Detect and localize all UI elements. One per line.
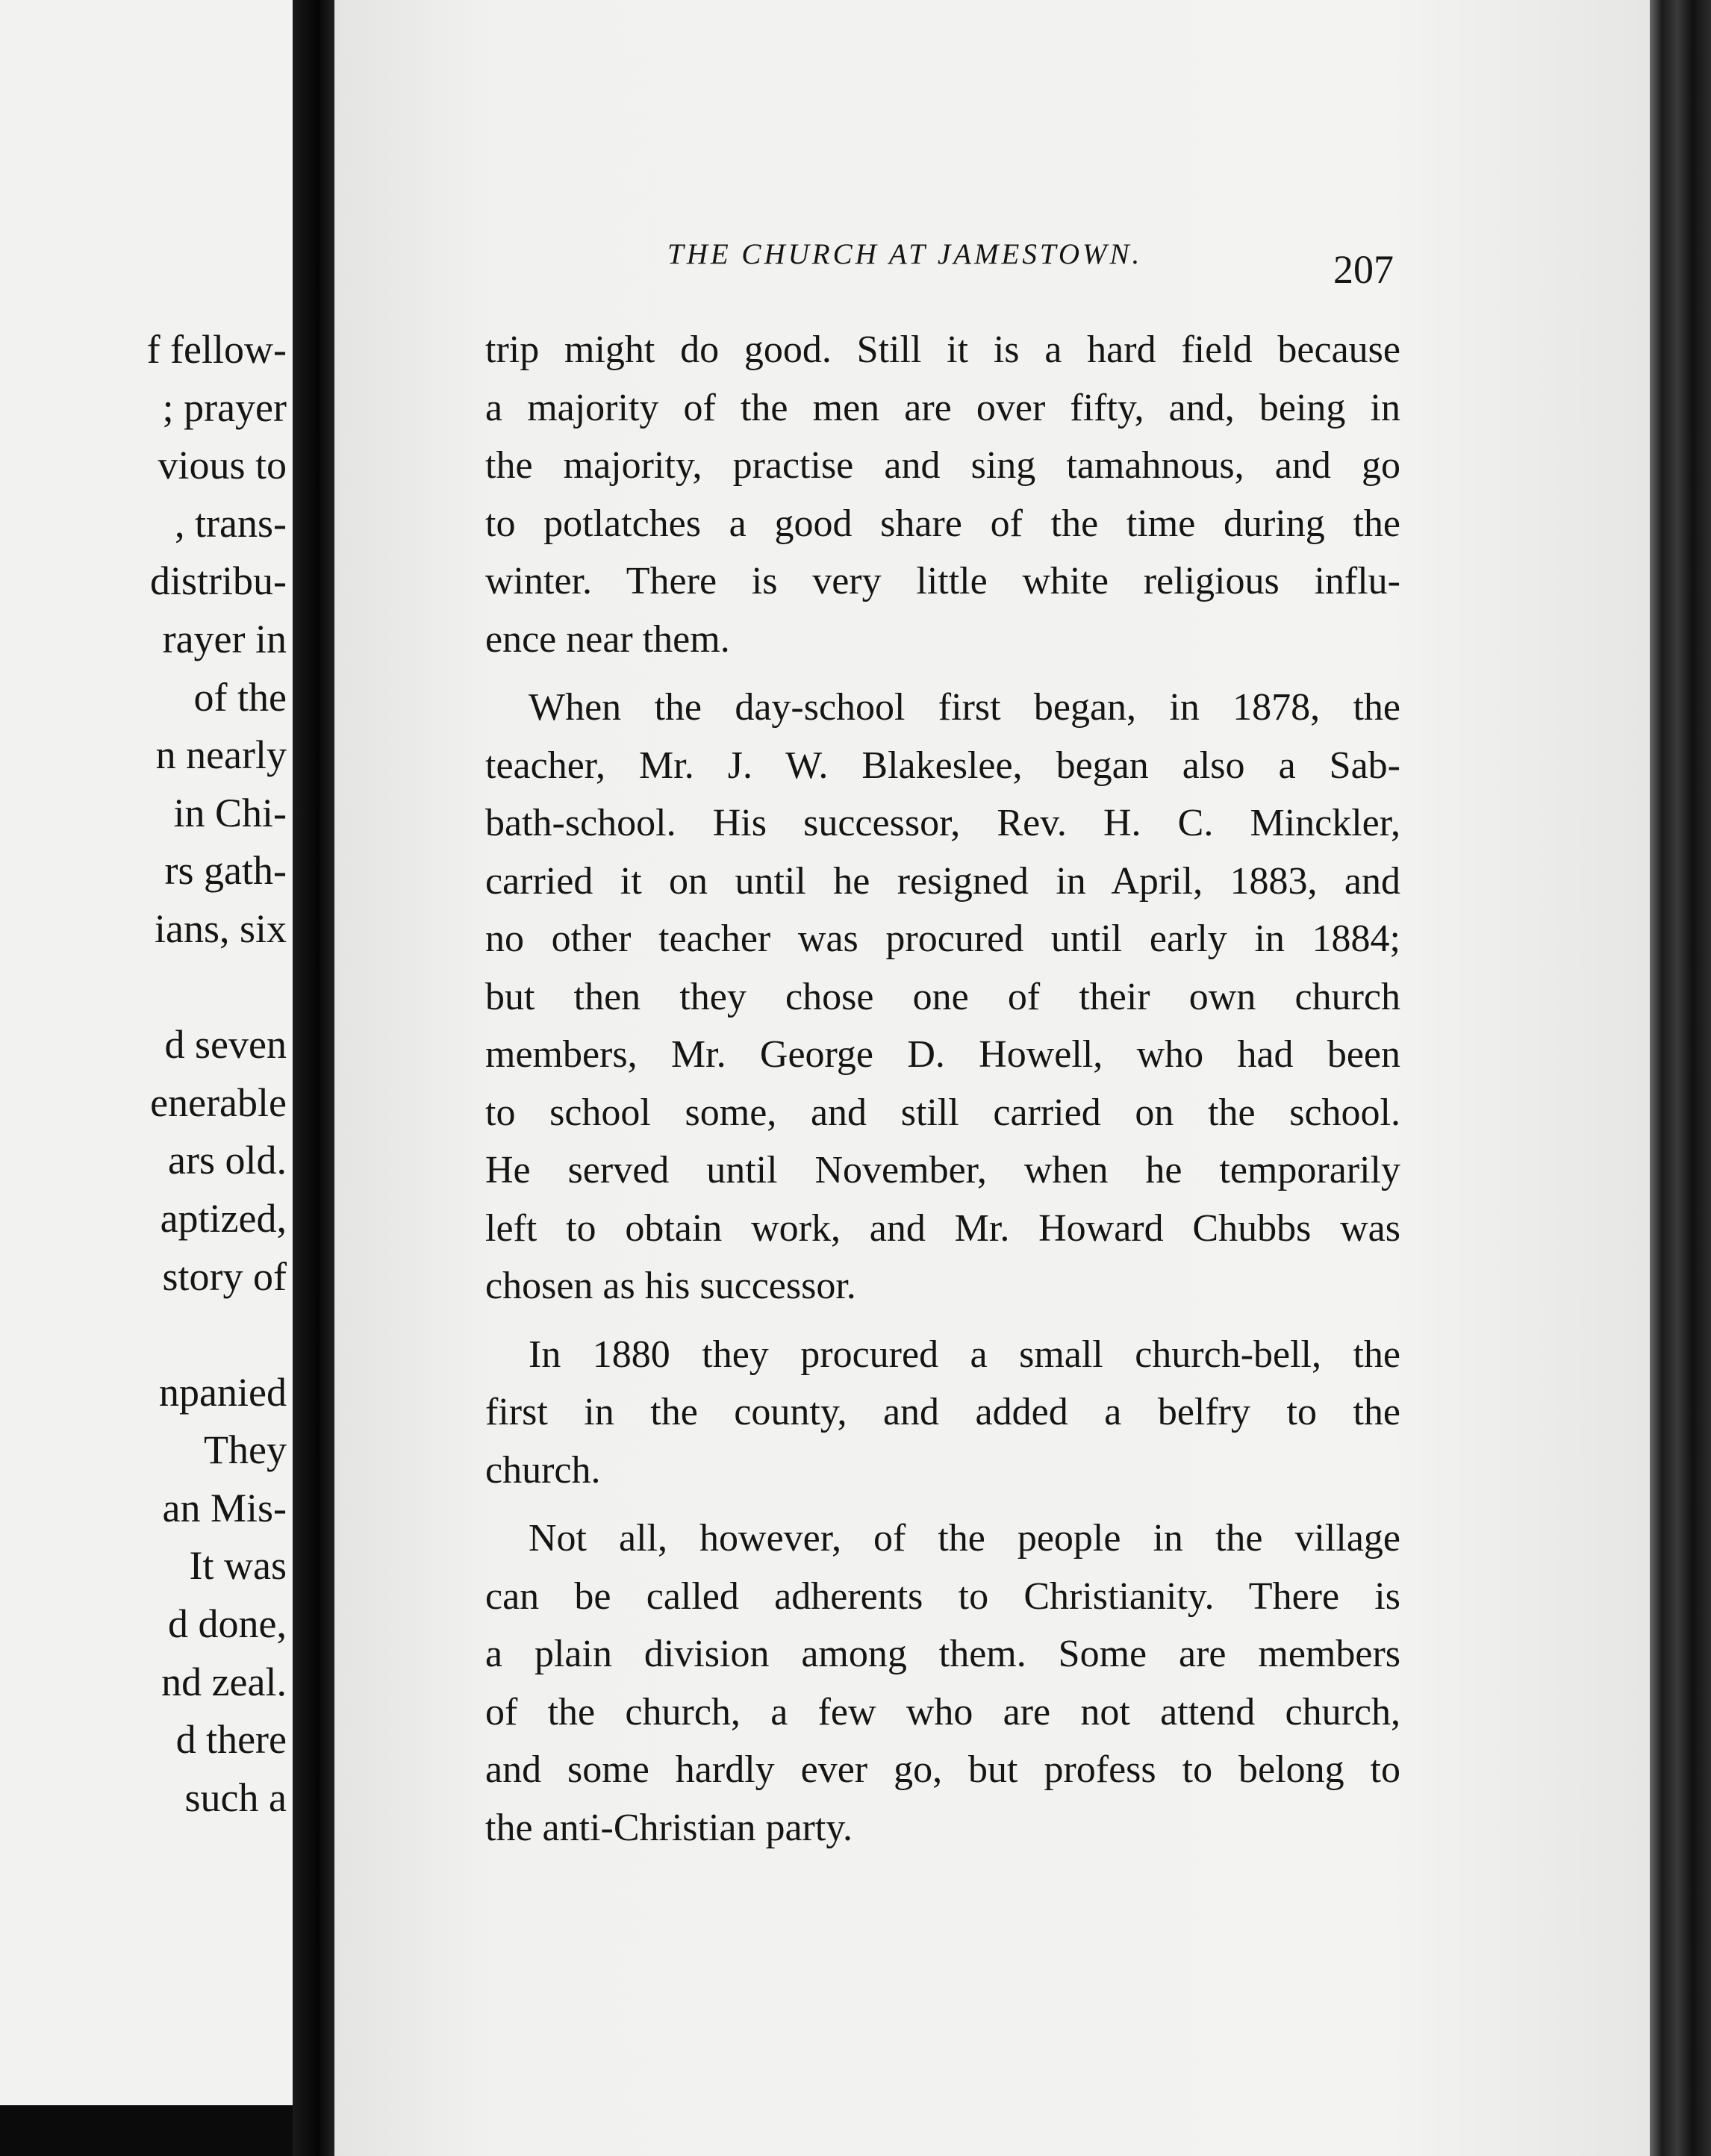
facing-page-line: d there xyxy=(175,1717,287,1763)
text-line: carried it on until he resigned in April, 1883, and xyxy=(485,859,1400,903)
text-line: teacher, Mr. J. W. Blakeslee, began also a Sab- xyxy=(485,744,1400,787)
facing-page-line: of the xyxy=(193,674,287,720)
facing-page-line: It was xyxy=(189,1543,287,1589)
paragraph xyxy=(485,1509,1400,1857)
text-line: a majority of the men are over fifty, and, being in xyxy=(485,386,1400,429)
page-number: 207 xyxy=(1333,247,1394,292)
facing-page-text xyxy=(3,321,287,1827)
book-gutter xyxy=(293,0,334,2156)
paragraph xyxy=(485,321,1400,668)
facing-page-line: in Chi- xyxy=(173,790,287,835)
facing-page-line: rayer in xyxy=(162,616,287,661)
text-line: He served until November, when he temporarily xyxy=(485,1149,1400,1191)
facing-page-line: nd zeal. xyxy=(161,1659,287,1704)
text-line: no other teacher was procured until early in 1884; xyxy=(485,917,1400,960)
text-line: the anti-Christian party. xyxy=(485,1806,853,1849)
running-head: THE CHURCH AT JAMESTOWN. xyxy=(667,238,1143,270)
facing-page-line: npanied xyxy=(159,1369,287,1415)
facing-page-line: ians, six xyxy=(154,906,287,951)
facing-page-line: distribu- xyxy=(150,558,287,604)
body-text xyxy=(485,321,1400,1867)
text-line: but then they chose one of their own church xyxy=(485,975,1400,1018)
facing-page-line: d seven xyxy=(164,1022,287,1068)
facing-page-line: They xyxy=(204,1427,287,1473)
text-line: ence near them. xyxy=(485,617,730,661)
text-line: church. xyxy=(485,1448,601,1492)
facing-page-line: d done, xyxy=(168,1601,287,1647)
text-line: the majority, practise and sing tamahnous, and go xyxy=(485,444,1400,487)
page-edge xyxy=(1650,0,1711,2156)
facing-page-line: , trans- xyxy=(175,500,287,546)
facing-page-line: ars old. xyxy=(168,1138,287,1183)
facing-page-line: ; prayer xyxy=(162,384,287,430)
facing-page-line: aptized, xyxy=(160,1195,287,1241)
facing-page-line: rs gath- xyxy=(164,848,287,894)
facing-page-line: an Mis- xyxy=(162,1485,287,1530)
text-line: of the church, a few who are not attend church, xyxy=(485,1690,1400,1733)
facing-page-line: story of xyxy=(162,1253,287,1299)
facing-page-line: f fellow- xyxy=(146,327,287,372)
paragraph xyxy=(485,1326,1400,1500)
facing-page-fragment xyxy=(0,0,293,2105)
text-line: trip might do good. Still it is a hard field because xyxy=(485,328,1400,371)
text-line: When the day-school first began, in 1878, the xyxy=(529,686,1400,729)
facing-page-line xyxy=(3,1306,287,1364)
text-line: Not all, however, of the people in the village xyxy=(529,1517,1400,1560)
text-line: bath-school. His successor, Rev. H. C. Minckler, xyxy=(485,802,1400,844)
text-line: members, Mr. George D. Howell, who had been xyxy=(485,1033,1400,1076)
facing-page-line: enerable xyxy=(150,1079,287,1125)
text-line: left to obtain work, and Mr. Howard Chubbs was xyxy=(485,1206,1400,1250)
text-line: to potlatches a good share of the time during the xyxy=(485,502,1400,545)
facing-page-line: such a xyxy=(184,1775,287,1820)
paragraph xyxy=(485,679,1400,1315)
text-line: In 1880 they procured a small church-bell, the xyxy=(529,1333,1400,1376)
text-line: winter. There is very little white religious influ- xyxy=(485,560,1400,602)
text-line: to school some, and still carried on the school. xyxy=(485,1091,1400,1134)
text-line: chosen as his successor. xyxy=(485,1265,856,1307)
facing-page-line xyxy=(3,959,287,1017)
facing-page-line: vious to xyxy=(158,443,287,488)
facing-page-line: n nearly xyxy=(155,732,287,778)
text-line: first in the county, and added a belfry to the xyxy=(485,1391,1400,1433)
text-line: and some hardly ever go, but profess to belong to xyxy=(485,1748,1400,1791)
text-line: can be called adherents to Christianity. There is xyxy=(485,1574,1400,1618)
text-line: a plain division among them. Some are members xyxy=(485,1633,1400,1675)
